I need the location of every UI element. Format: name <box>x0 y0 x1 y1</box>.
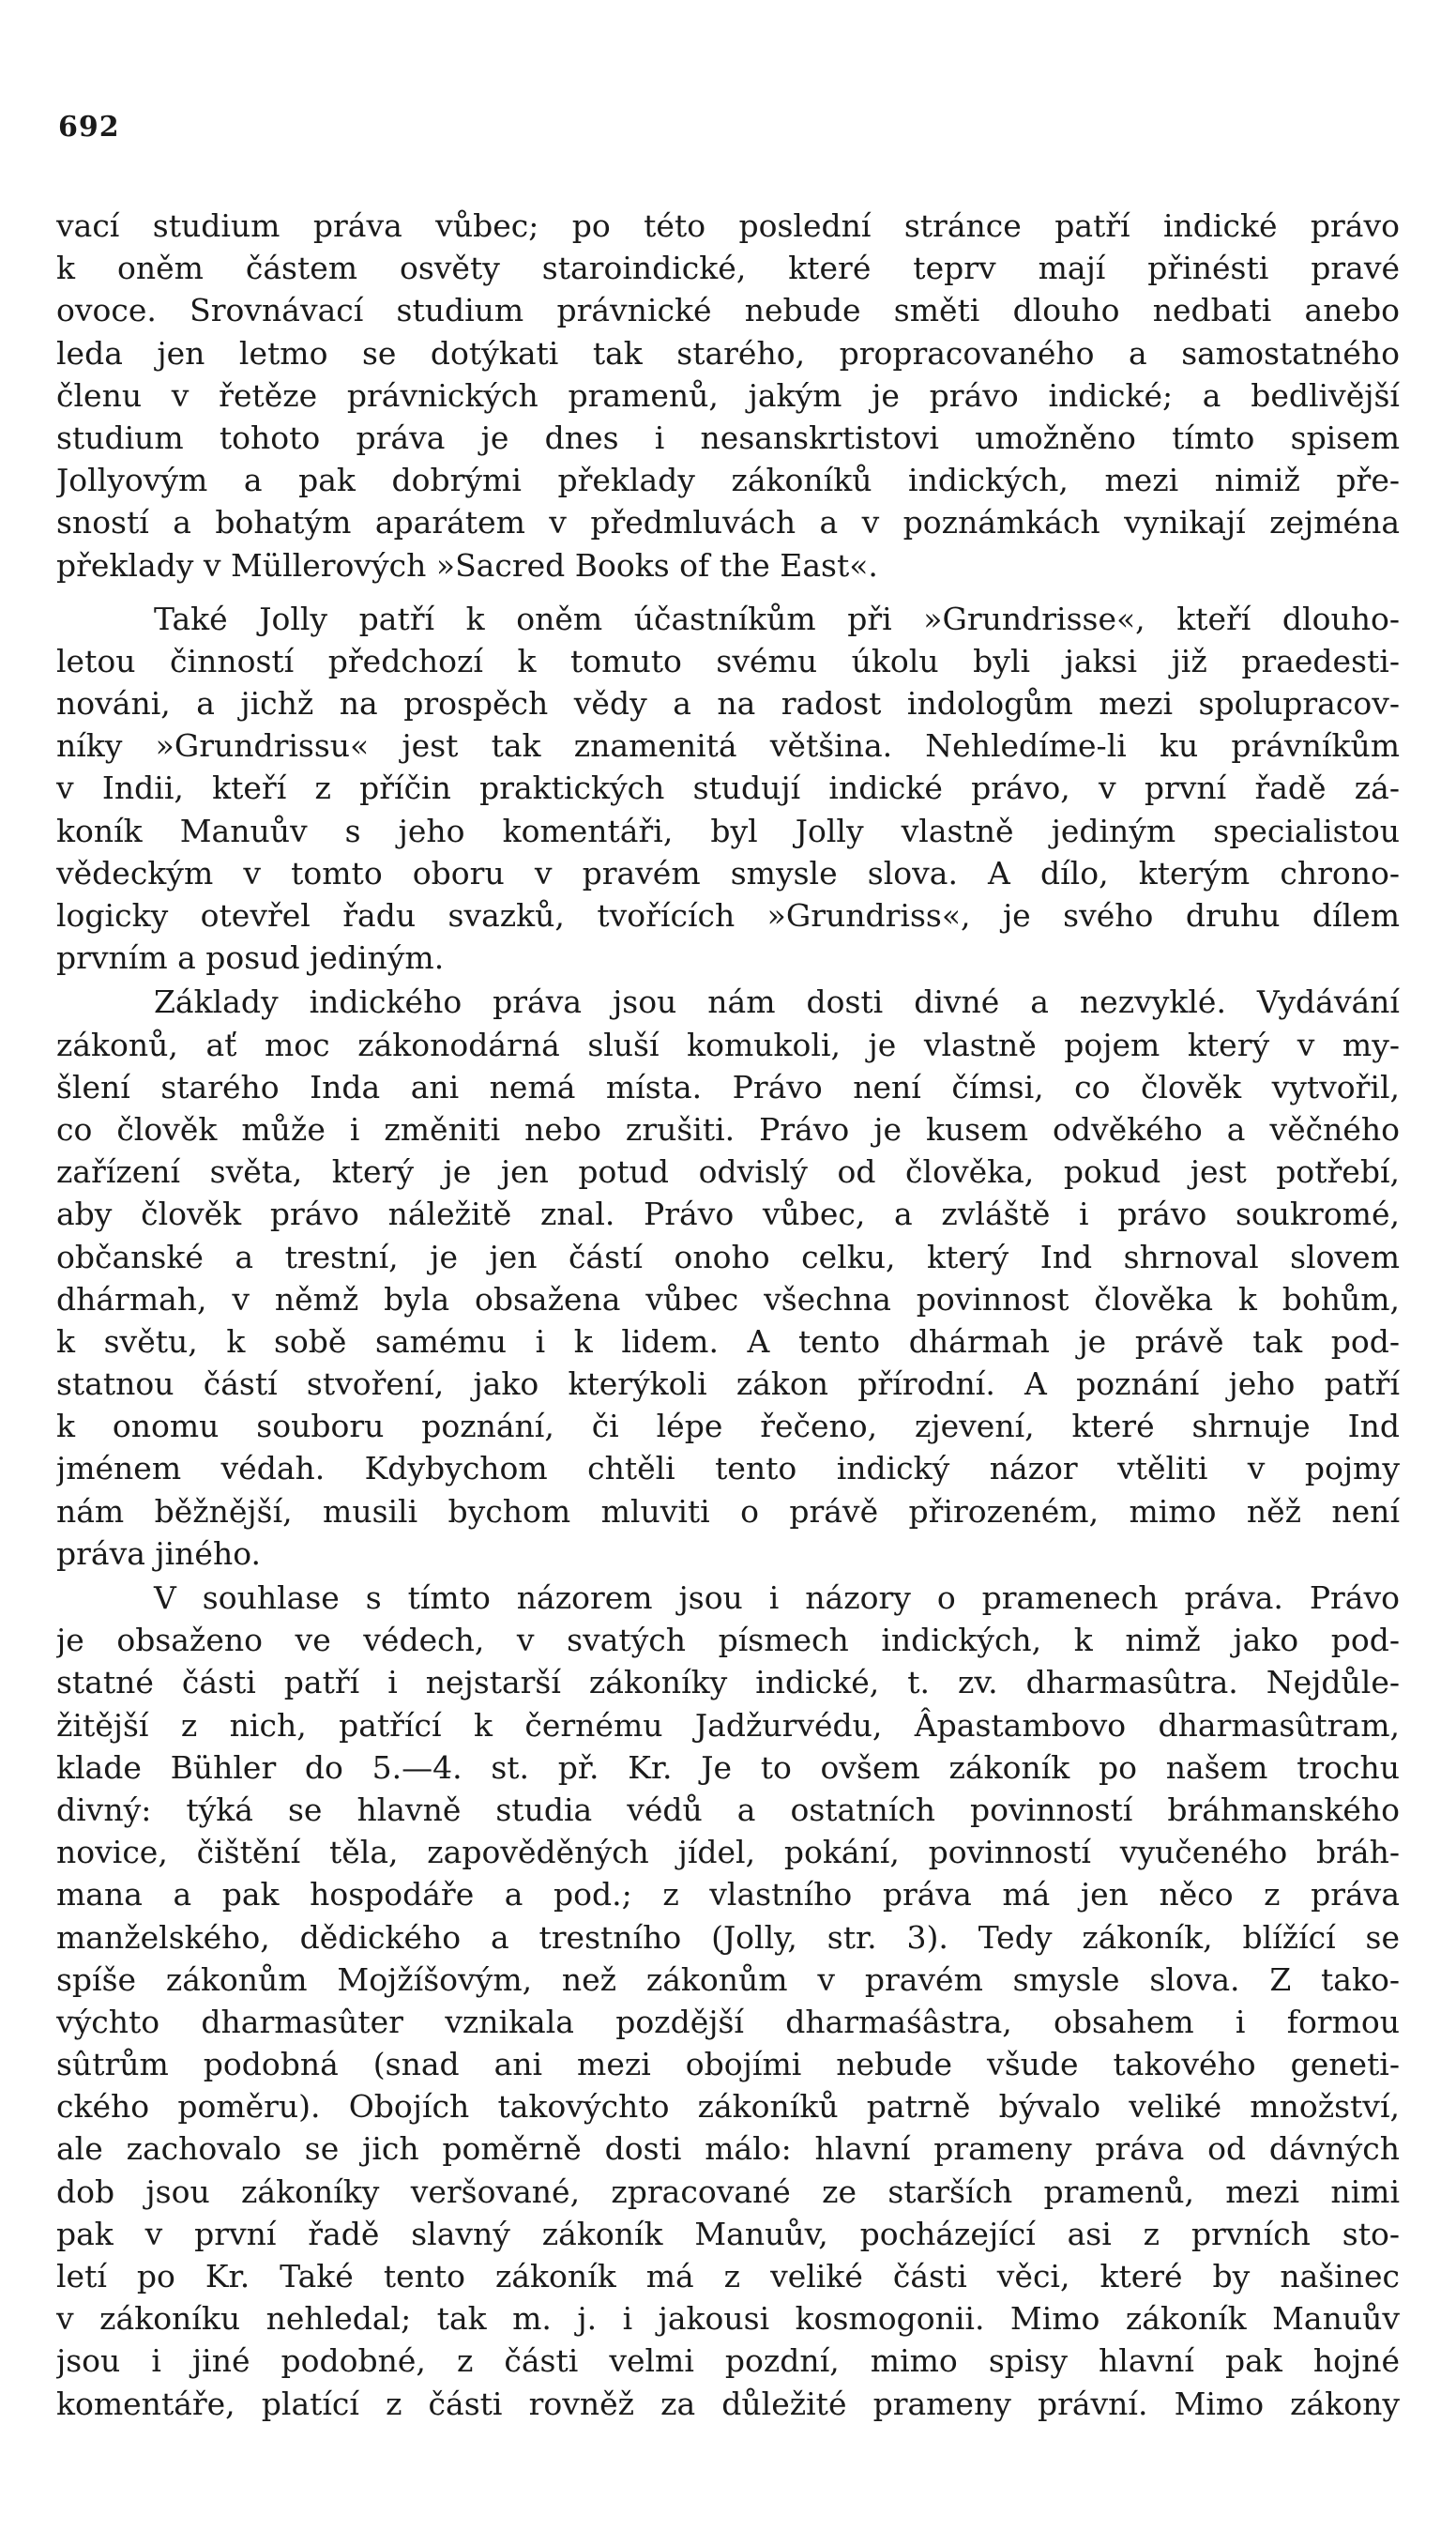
text-line: Také Jolly patří k oněm účastníkům při »Grundrisse«, kteří dlouho- <box>154 600 1400 637</box>
text-line: je obsaženo ve védech, v svatých písmech indických, k nimž jako pod- <box>56 1622 1400 1659</box>
text-line: jsou i jiné podobné, z části velmi pozdní, mimo spisy hlavní pak hojné <box>56 2342 1400 2380</box>
paragraph-gap <box>56 587 1400 598</box>
text-line: logicky otevřel řadu svazků, tvořících »Grundriss«, je svého druhu dílem <box>56 897 1400 934</box>
text-line: novice, čištění těla, zapověděných jídel, pokání, povinností vyučeného bráh- <box>56 1834 1400 1871</box>
text-line: ckého poměru). Obojích takovýchto zákoníků patrně bývalo veliké množství, <box>56 2088 1400 2126</box>
text-line: Jollyovým a pak dobrými překlady zákoníků indických, mezi nimiž pře- <box>56 462 1400 499</box>
text-line: práva jiného. <box>56 1534 261 1572</box>
text-line: zákonů, ať moc zákonodárná sluší komukoli, je vlastně pojem který v my- <box>56 1026 1400 1063</box>
text-line: statnou částí stvoření, jako kterýkoli zákon přírodní. A poznání jeho patří <box>56 1365 1400 1403</box>
text-line: spíše zákonům Mojžíšovým, než zákonům v pravém smysle slova. Z tako- <box>56 1960 1400 1998</box>
text-line: výchto dharmasûter vznikala pozdější dharmaśâstra, obsahem i formou <box>56 2003 1400 2040</box>
text-line: leda jen letmo se dotýkati tak starého, propracovaného a samostatného <box>56 334 1400 372</box>
text-line: jménem védah. Kdybychom chtěli tento indický názor vtěliti v pojmy <box>56 1450 1400 1487</box>
text-line: V souhlase s tímto názorem jsou i názory o pramenech práva. Právo <box>154 1579 1400 1616</box>
text-line: letou činností předchozí k tomuto svému úkolu byli jaksi již praedesti- <box>56 642 1400 679</box>
text-line: k onomu souboru poznání, či lépe řečeno, zjevení, které shrnuje Ind <box>56 1408 1400 1445</box>
paragraph-3 <box>56 981 1400 1575</box>
text-line: dob jsou zákoníky veršované, zpracované ze starších pramenů, mezi nimi <box>56 2172 1400 2210</box>
text-line: co člověk může i změniti nebo zrušiti. Právo je kusem odvěkého a věčného <box>56 1110 1400 1148</box>
text-line: v Indii, kteří z příčin praktických studují indické právo, v první řadě zá- <box>56 770 1400 807</box>
text-line: manželského, dědického a trestního (Jolly, str. 3). Tedy zákoník, blížící se <box>56 1918 1400 1956</box>
text-line: vací studium práva vůbec; po této poslední stránce patří indické právo <box>56 207 1400 244</box>
text-line: pak v první řadě slavný zákoník Manuův, pocházející asi z prvních sto- <box>56 2215 1400 2252</box>
text-line: komentáře, platící z části rovněž za důležité prameny právní. Mimo zákony <box>56 2385 1400 2422</box>
page-number: 692 <box>58 111 120 144</box>
text-line: prvním a posud jediným. <box>56 939 445 977</box>
text-line: překlady v Müllerových »Sacred Books of the East«. <box>56 546 878 584</box>
text-line: sûtrům podobná (snad ani mezi obojími nebude všude takového geneti- <box>56 2046 1400 2083</box>
text-line: občanské a trestní, je jen částí onoho celku, který Ind shrnoval slovem <box>56 1238 1400 1275</box>
text-line: v zákoníku nehledal; tak m. j. i jakousi kosmogonii. Mimo zákoník Manuův <box>56 2300 1400 2338</box>
text-line: mana a pak hospodáře a pod.; z vlastního práva má jen něco z práva <box>56 1876 1400 1913</box>
text-line: aby člověk právo náležitě znal. Právo vůbec, a zvláště i právo soukromé, <box>56 1196 1400 1233</box>
text-line: Základy indického práva jsou nám dosti divné a nezvyklé. Vydávání <box>154 983 1400 1021</box>
text-line: nám běžnější, musili bychom mluviti o právě přirozeném, mimo něž není <box>56 1492 1400 1530</box>
text-line: ale zachovalo se jich poměrně dosti málo: hlavní prameny práva od dávných <box>56 2130 1400 2168</box>
text-line: studium tohoto práva je dnes i nesanskrtistovi umožněno tímto spisem <box>56 419 1400 456</box>
text-line: dhármah, v němž byla obsažena vůbec všechna povinnost člověka k bohům, <box>56 1280 1400 1318</box>
text-line: sností a bohatým aparátem v předmluvách a v poznámkách vynikají zejména <box>56 504 1400 541</box>
text-line: níky »Grundrissu« jest tak znamenitá většina. Nehledíme-li ku právníkům <box>56 727 1400 765</box>
text-line: koník Manuův s jeho komentáři, byl Jolly vlastně jediným specialistou <box>56 812 1400 849</box>
text-line: členu v řetěze právnických pramenů, jakým je právo indické; a bedlivější <box>56 376 1400 414</box>
paragraph-4 <box>56 1577 1400 2425</box>
body-text <box>56 205 1400 2425</box>
text-line: žitější z nich, patřící k černému Jadžurvédu, Âpastambovo dharmasûtram, <box>56 1706 1400 1744</box>
text-line: ovoce. Srovnávací studium právnické nebude směti dlouho nedbati anebo <box>56 292 1400 329</box>
text-line: šlení starého Inda ani nemá místa. Právo není čímsi, co člověk vytvořil, <box>56 1068 1400 1105</box>
text-line: statné části patří i nejstarší zákoníky indické, t. zv. dharmasûtra. Nejdůle- <box>56 1664 1400 1701</box>
text-line: letí po Kr. Také tento zákoník má z veliké části věci, které by našinec <box>56 2258 1400 2294</box>
paragraph-1 <box>56 205 1400 587</box>
text-line: nováni, a jichž na prospěch vědy a na radost indologům mezi spolupracov- <box>56 685 1400 723</box>
text-line: vědeckým v tomto oboru v pravém smysle slova. A dílo, kterým chrono- <box>56 854 1400 892</box>
text-line: divný: týká se hlavně studia védů a ostatních povinností bráhmanského <box>56 1791 1400 1828</box>
text-line: k světu, k sobě samému i k lidem. A tento dhármah je právě tak pod- <box>56 1322 1400 1360</box>
text-line: zařízení světa, který je jen potud odvislý od člověka, pokud jest potřebí, <box>56 1153 1400 1191</box>
paragraph-2 <box>56 598 1400 980</box>
text-line: k oněm částem osvěty staroindické, které teprv mají přinésti pravé <box>56 250 1400 287</box>
text-line: klade Bühler do 5.—4. st. př. Kr. Je to ovšem zákoník po našem trochu <box>56 1748 1400 1786</box>
